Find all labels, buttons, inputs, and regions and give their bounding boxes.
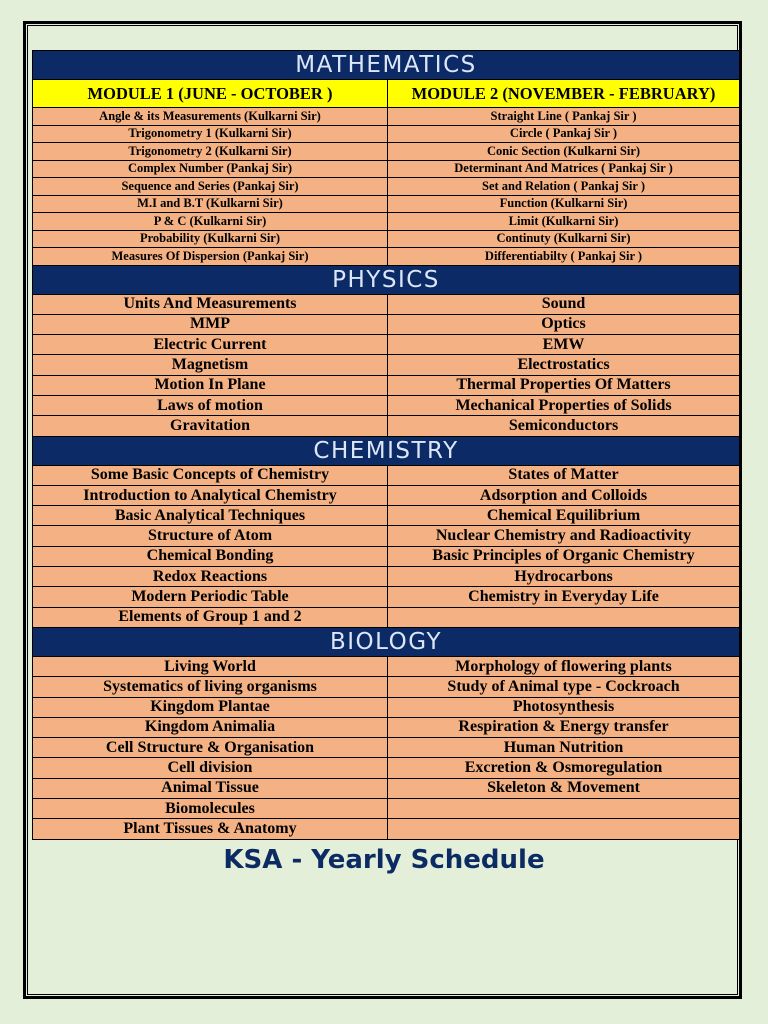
table-row: [33, 717, 740, 737]
module-2-topic: Differentiabilty ( Pankaj Sir ): [388, 248, 740, 266]
subject-header-row: [33, 265, 740, 294]
module-2-topic: Function (Kulkarni Sir): [388, 195, 740, 213]
module-1-topic: Cell Structure & Organisation: [33, 738, 388, 758]
table-row: [33, 213, 740, 231]
module-2-topic: Nuclear Chemistry and Radioactivity: [388, 526, 740, 546]
table-row: [33, 738, 740, 758]
table-row: [33, 335, 740, 355]
module-2-topic: Limit (Kulkarni Sir): [388, 213, 740, 231]
table-row: [33, 143, 740, 161]
module-2-topic: Chemical Equilibrium: [388, 506, 740, 526]
module-2-topic: Thermal Properties Of Matters: [388, 375, 740, 395]
table-row: [33, 526, 740, 546]
table-row: [33, 160, 740, 178]
module-2-topic: Adsorption and Colloids: [388, 485, 740, 505]
table-row: [33, 416, 740, 436]
module-1-topic: Trigonometry 1 (Kulkarni Sir): [33, 125, 388, 143]
module-1-topic: Kingdom Animalia: [33, 717, 388, 737]
subject-header-row: [33, 627, 740, 656]
module-1-header: MODULE 1 (JUNE - OCTOBER ): [33, 80, 388, 108]
module-2-topic: States of Matter: [388, 465, 740, 485]
module-2-topic: [388, 799, 740, 819]
table-row: [33, 506, 740, 526]
module-2-topic: [388, 607, 740, 627]
table-row: [33, 195, 740, 213]
module-2-topic: Photosynthesis: [388, 697, 740, 717]
module-2-topic: EMW: [388, 335, 740, 355]
table-row: [33, 248, 740, 266]
module-1-topic: Basic Analytical Techniques: [33, 506, 388, 526]
table-row: [33, 567, 740, 587]
module-2-topic: Determinant And Matrices ( Pankaj Sir ): [388, 160, 740, 178]
module-1-topic: Animal Tissue: [33, 778, 388, 798]
module-1-topic: Measures Of Dispersion (Pankaj Sir): [33, 248, 388, 266]
module-1-topic: Trigonometry 2 (Kulkarni Sir): [33, 143, 388, 161]
module-1-topic: Structure of Atom: [33, 526, 388, 546]
module-1-topic: Laws of motion: [33, 395, 388, 415]
module-2-topic: Semiconductors: [388, 416, 740, 436]
module-2-topic: Electrostatics: [388, 355, 740, 375]
module-1-topic: Cell division: [33, 758, 388, 778]
module-1-topic: P & C (Kulkarni Sir): [33, 213, 388, 231]
module-1-topic: Plant Tissues & Anatomy: [33, 819, 388, 839]
module-1-topic: Living World: [33, 656, 388, 676]
module-header-row: [33, 80, 740, 108]
table-row: [33, 465, 740, 485]
module-2-topic: Set and Relation ( Pankaj Sir ): [388, 178, 740, 196]
table-row: [33, 230, 740, 248]
module-1-topic: Magnetism: [33, 355, 388, 375]
module-1-topic: Kingdom Plantae: [33, 697, 388, 717]
subject-header: MATHEMATICS: [33, 51, 740, 80]
module-2-topic: Optics: [388, 314, 740, 334]
module-1-topic: Chemical Bonding: [33, 546, 388, 566]
module-2-topic: Study of Animal type - Cockroach: [388, 677, 740, 697]
table-row: [33, 485, 740, 505]
subject-header-row: [33, 436, 740, 465]
table-row: [33, 108, 740, 126]
module-1-topic: Electric Current: [33, 335, 388, 355]
module-1-topic: Elements of Group 1 and 2: [33, 607, 388, 627]
subject-header: PHYSICS: [33, 265, 740, 294]
module-1-topic: Biomolecules: [33, 799, 388, 819]
module-1-topic: Sequence and Series (Pankaj Sir): [33, 178, 388, 196]
module-1-topic: Complex Number (Pankaj Sir): [33, 160, 388, 178]
page-title: KSA - Yearly Schedule: [223, 845, 545, 875]
module-1-topic: Angle & its Measurements (Kulkarni Sir): [33, 108, 388, 126]
module-1-topic: Introduction to Analytical Chemistry: [33, 485, 388, 505]
module-2-topic: Chemistry in Everyday Life: [388, 587, 740, 607]
module-2-topic: Skeleton & Movement: [388, 778, 740, 798]
module-1-topic: Probability (Kulkarni Sir): [33, 230, 388, 248]
module-1-topic: M.I and B.T (Kulkarni Sir): [33, 195, 388, 213]
subject-header-row: [33, 51, 740, 80]
table-row: [33, 656, 740, 676]
module-2-topic: Sound: [388, 294, 740, 314]
subject-header: BIOLOGY: [33, 627, 740, 656]
table-row: [33, 758, 740, 778]
module-2-header: MODULE 2 (NOVEMBER - FEBRUARY): [388, 80, 740, 108]
table-row: [33, 294, 740, 314]
table-row: [33, 314, 740, 334]
module-2-topic: Morphology of flowering plants: [388, 656, 740, 676]
table-row: [33, 178, 740, 196]
table-row: [33, 697, 740, 717]
module-2-topic: Human Nutrition: [388, 738, 740, 758]
module-1-topic: Some Basic Concepts of Chemistry: [33, 465, 388, 485]
module-2-topic: Circle ( Pankaj Sir ): [388, 125, 740, 143]
module-2-topic: Conic Section (Kulkarni Sir): [388, 143, 740, 161]
table-row: [33, 819, 740, 839]
table-row: [33, 799, 740, 819]
table-row: [33, 355, 740, 375]
table-row: [33, 395, 740, 415]
module-2-topic: Hydrocarbons: [388, 567, 740, 587]
module-1-topic: Redox Reactions: [33, 567, 388, 587]
table-row: [33, 587, 740, 607]
table-row: [33, 546, 740, 566]
module-1-topic: Units And Measurements: [33, 294, 388, 314]
table-row: [33, 125, 740, 143]
module-1-topic: Gravitation: [33, 416, 388, 436]
module-1-topic: MMP: [33, 314, 388, 334]
module-2-topic: [388, 819, 740, 839]
module-2-topic: Excretion & Osmoregulation: [388, 758, 740, 778]
module-2-topic: Basic Principles of Organic Chemistry: [388, 546, 740, 566]
module-1-topic: Motion In Plane: [33, 375, 388, 395]
module-1-topic: Systematics of living organisms: [33, 677, 388, 697]
table-row: [33, 607, 740, 627]
subject-header: CHEMISTRY: [33, 436, 740, 465]
table-row: [33, 778, 740, 798]
module-2-topic: Respiration & Energy transfer: [388, 717, 740, 737]
schedule-table: [32, 50, 740, 840]
module-2-topic: Straight Line ( Pankaj Sir ): [388, 108, 740, 126]
module-2-topic: Continuty (Kulkarni Sir): [388, 230, 740, 248]
module-1-topic: Modern Periodic Table: [33, 587, 388, 607]
table-row: [33, 375, 740, 395]
module-2-topic: Mechanical Properties of Solids: [388, 395, 740, 415]
table-row: [33, 677, 740, 697]
